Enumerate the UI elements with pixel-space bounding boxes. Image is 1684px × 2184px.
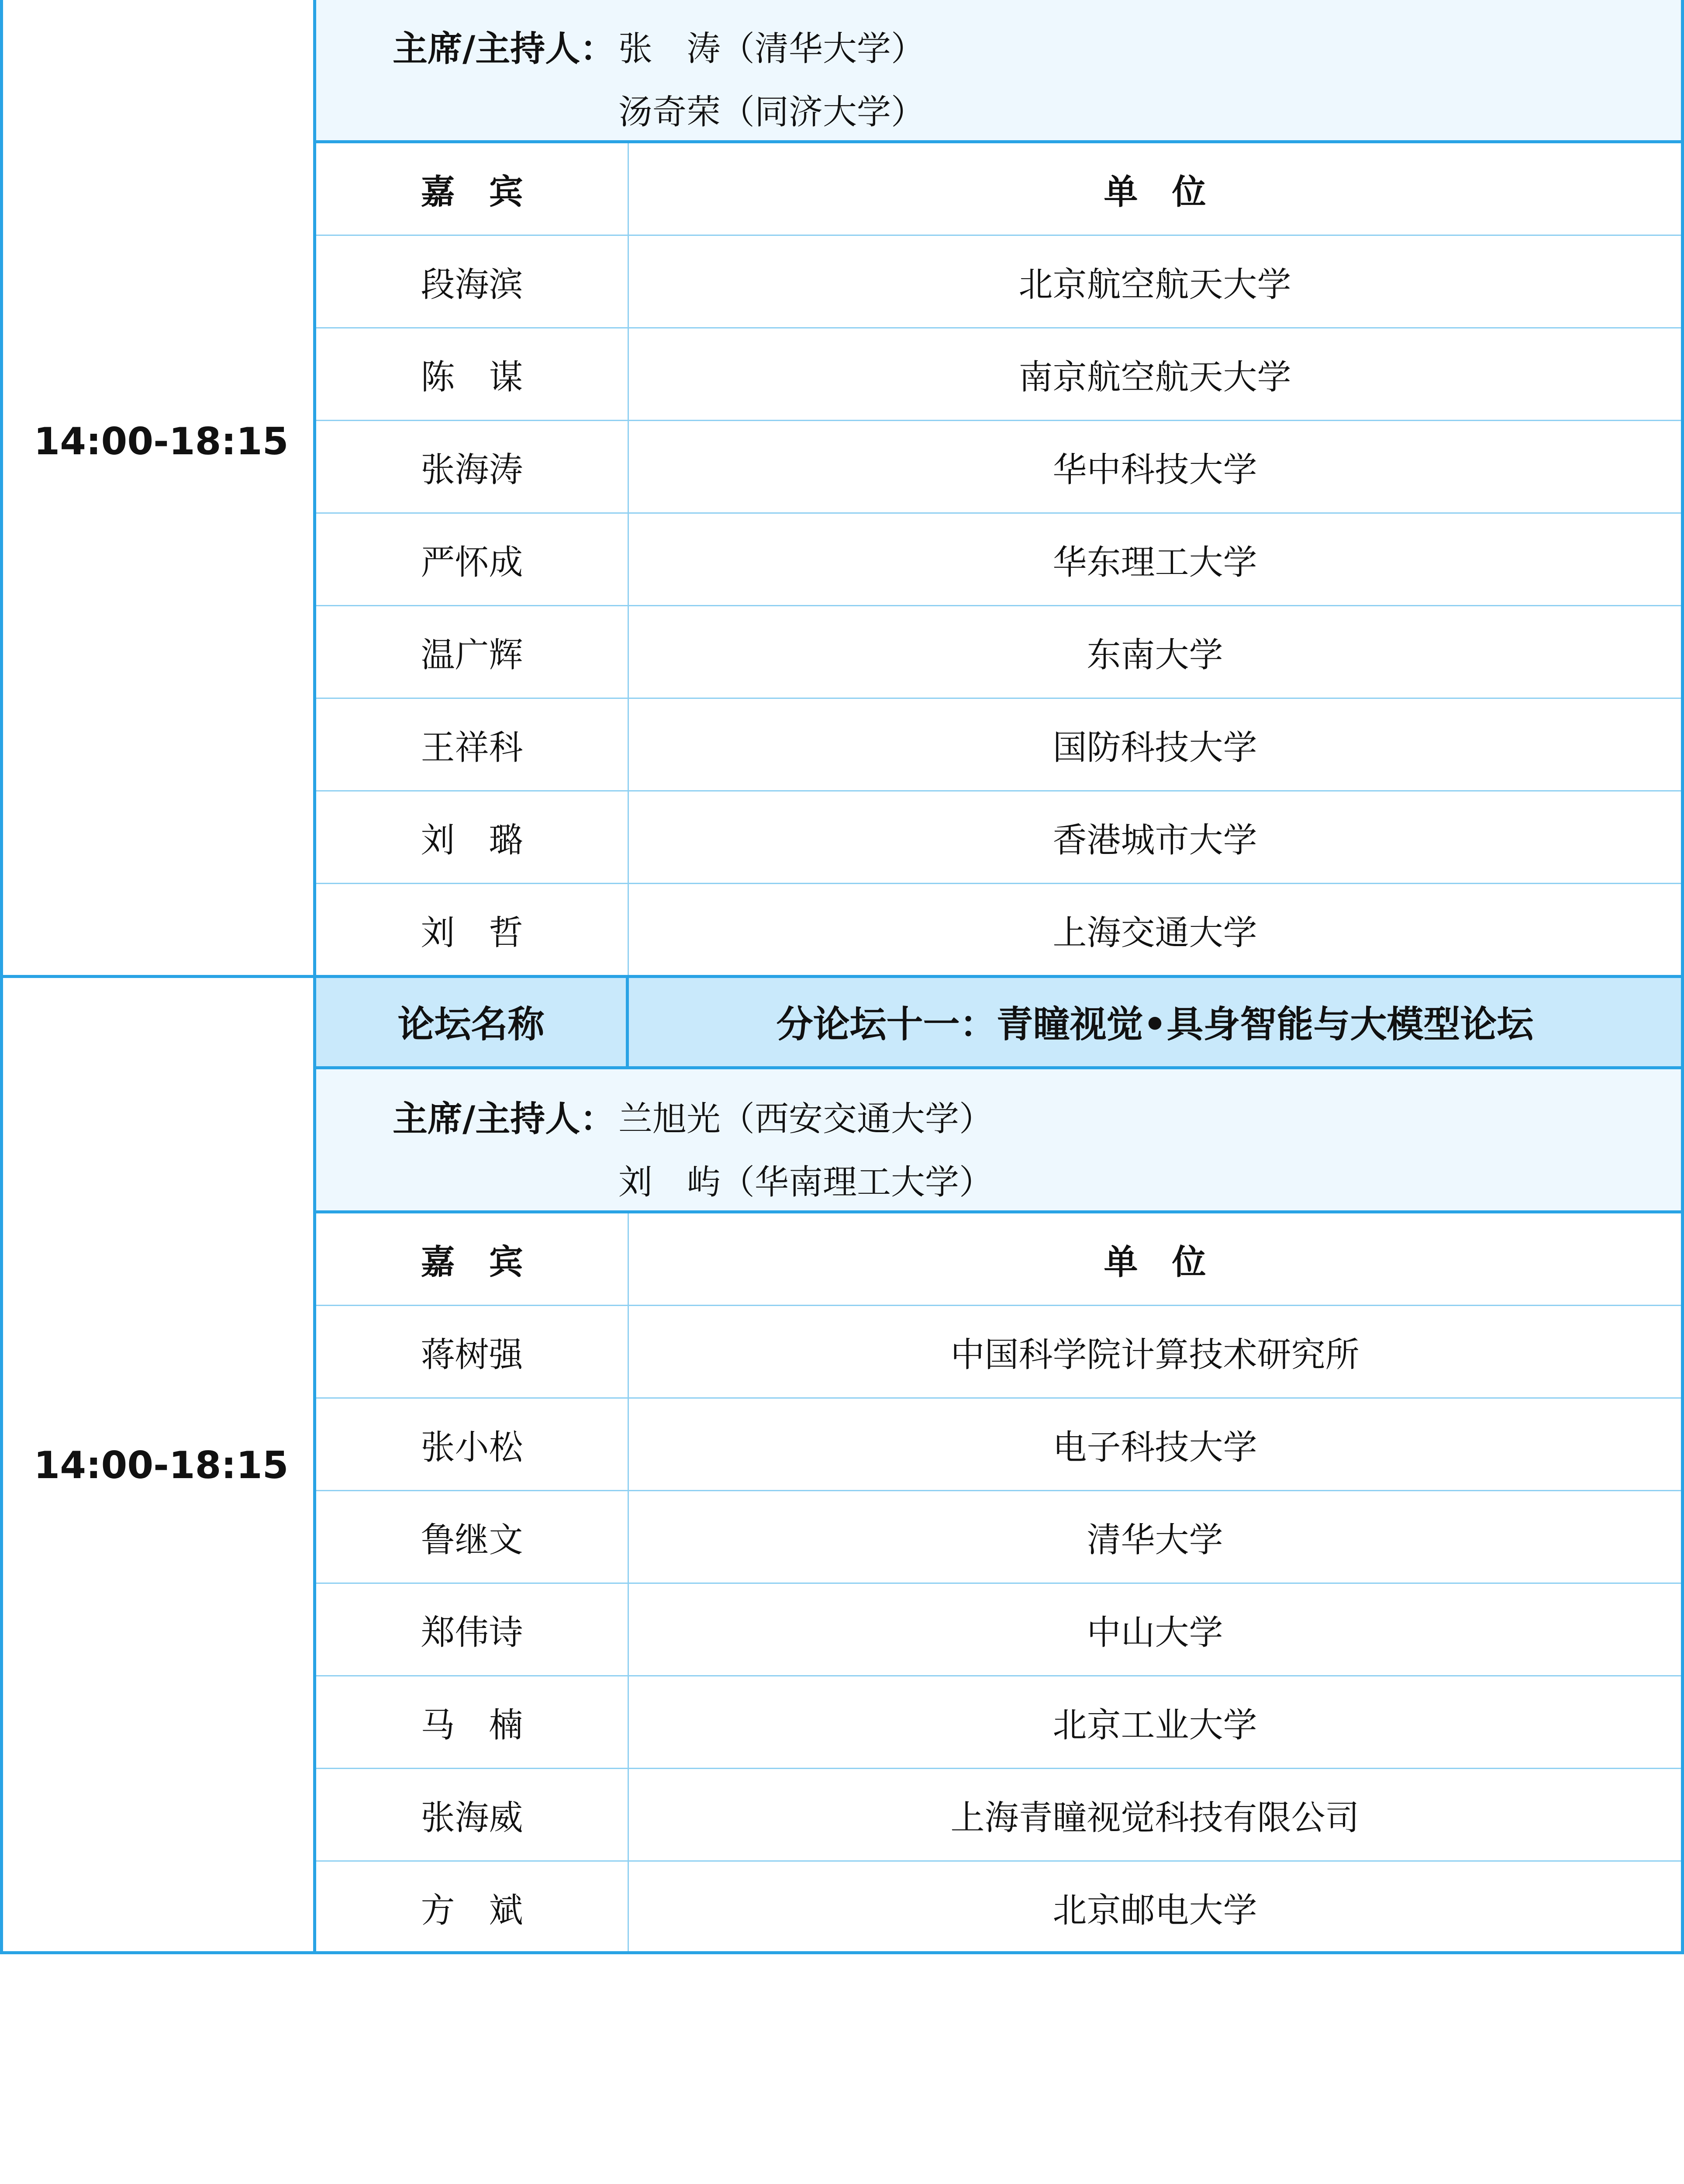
chair-label: 主席/主持人： xyxy=(393,28,615,69)
chair-row xyxy=(316,0,1681,143)
guest-header-row-right-cell: 单 位 xyxy=(1104,1242,1206,1282)
guest-row xyxy=(316,884,1681,977)
forum-title-row xyxy=(316,977,1681,1069)
guest-row xyxy=(316,1306,1681,1399)
guest-row-right-cell: 北京航空航天大学 xyxy=(1018,265,1291,304)
guest-header-row xyxy=(316,143,1681,236)
guest-row-left-cell: 刘 璐 xyxy=(316,791,629,883)
guest-header-row-left-cell: 嘉 宾 xyxy=(316,143,629,235)
guest-row-right-cell: 上海交通大学 xyxy=(1052,913,1257,953)
guest-row-right-cell: 北京邮电大学 xyxy=(1052,1890,1257,1930)
guest-row-right-cell: 南京航空航天大学 xyxy=(1018,357,1291,397)
guest-row-right-cell: 中山大学 xyxy=(1087,1613,1223,1652)
guest-row xyxy=(316,1399,1681,1491)
chair-label: 主席/主持人： xyxy=(393,1099,615,1139)
guest-row xyxy=(316,1676,1681,1769)
guest-row-left-cell: 王祥科 xyxy=(316,699,629,790)
chair-name: 汤奇荣（同济大学） xyxy=(618,93,925,132)
guest-header-row-left-cell: 嘉 宾 xyxy=(316,1213,629,1305)
guest-row-left-cell: 陈 谋 xyxy=(316,328,629,420)
guest-header-row xyxy=(316,1213,1681,1306)
guest-row-left-cell: 温广辉 xyxy=(316,606,629,698)
guest-row-left-cell: 张海涛 xyxy=(316,421,629,512)
guest-row xyxy=(316,1862,1681,1954)
guest-row-left-cell: 郑伟诗 xyxy=(316,1584,629,1675)
guest-row-right-cell: 北京工业大学 xyxy=(1052,1705,1257,1745)
session-time: 14:00-18:15 xyxy=(34,1444,289,1487)
guest-row-right-cell: 电子科技大学 xyxy=(1052,1427,1257,1467)
session-block xyxy=(0,977,1684,1954)
table-bottom-border xyxy=(0,1951,1684,1954)
chair-row xyxy=(316,1069,1681,1213)
forum-title-row-left-cell: 论坛名称 xyxy=(316,977,629,1066)
guest-row-left-cell: 蒋树强 xyxy=(316,1306,629,1397)
guest-row-left-cell: 马 楠 xyxy=(316,1676,629,1768)
guest-row xyxy=(316,328,1681,421)
time-cell xyxy=(0,977,316,1954)
guest-row-right-cell: 中国科学院计算技术研究所 xyxy=(950,1335,1360,1375)
session-details xyxy=(316,0,1684,977)
guest-row xyxy=(316,1769,1681,1862)
chair-name: 刘 屿（华南理工大学） xyxy=(618,1163,994,1202)
guest-row-right-cell: 清华大学 xyxy=(1087,1520,1223,1560)
guest-row xyxy=(316,1491,1681,1584)
session-time: 14:00-18:15 xyxy=(34,420,289,463)
guest-row-left-cell: 鲁继文 xyxy=(316,1491,629,1583)
guest-row-right-cell: 上海青瞳视觉科技有限公司 xyxy=(950,1798,1360,1838)
section-separator xyxy=(0,975,1684,978)
guest-row-right-cell: 香港城市大学 xyxy=(1052,820,1257,860)
forum-title-row-right-cell: 分论坛十一：青瞳视觉•具身智能与大模型论坛 xyxy=(776,1003,1534,1046)
guest-row-left-cell: 段海滨 xyxy=(316,236,629,327)
guest-row-left-cell: 张小松 xyxy=(316,1399,629,1490)
guest-row xyxy=(316,514,1681,606)
chair-name: 张 涛（清华大学） xyxy=(618,29,925,69)
guest-row xyxy=(316,1584,1681,1676)
guest-row-right-cell: 东南大学 xyxy=(1087,635,1223,675)
guest-row xyxy=(316,699,1681,791)
guest-row-left-cell: 严怀成 xyxy=(316,514,629,605)
guest-row-right-cell: 华东理工大学 xyxy=(1052,543,1257,582)
guest-row-right-cell: 国防科技大学 xyxy=(1052,728,1257,767)
guest-header-row-right-cell: 单 位 xyxy=(1104,172,1206,212)
guest-row-left-cell: 方 斌 xyxy=(316,1862,629,1953)
guest-row xyxy=(316,791,1681,884)
guest-row xyxy=(316,606,1681,699)
guest-row-right-cell: 华中科技大学 xyxy=(1052,450,1257,490)
guest-row xyxy=(316,421,1681,514)
chair-name: 兰旭光（西安交通大学） xyxy=(618,1099,994,1139)
time-cell xyxy=(0,0,316,977)
guest-row-left-cell: 刘 哲 xyxy=(316,884,629,975)
session-details xyxy=(316,977,1684,1954)
session-block xyxy=(0,0,1684,977)
guest-row xyxy=(316,236,1681,328)
guest-row-left-cell: 张海威 xyxy=(316,1769,629,1860)
